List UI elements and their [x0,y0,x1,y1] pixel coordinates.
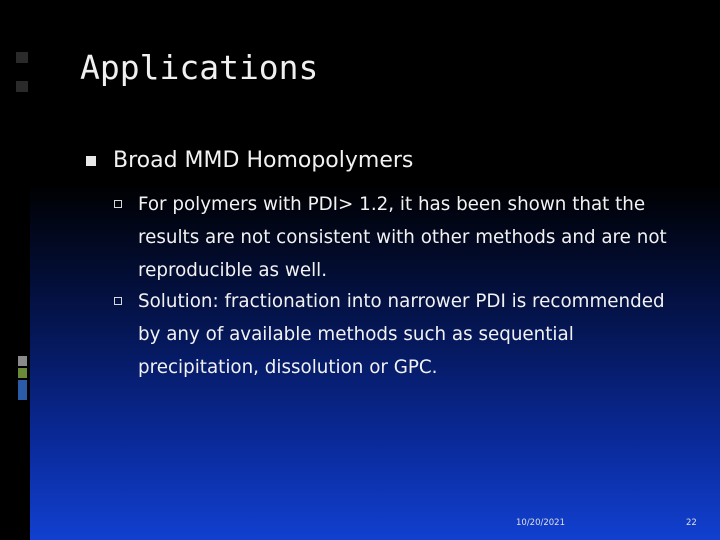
sub-bullet-text: For polymers with PDI> 1.2, it has been shown that the results are not consistent with other methods and are not reproducible as well. [138,194,667,281]
sub-bullet [114,188,684,288]
hollow-square-bullet-icon [114,297,122,305]
footer-date: 10/20/2021 [516,518,565,528]
sub-bullet [114,285,684,385]
footer-page-number: 22 [686,518,697,528]
square-bullet-icon [86,156,96,166]
side-stripe-gray [18,356,27,366]
side-stripe-blue [18,380,27,400]
hollow-square-bullet-icon [114,200,122,208]
sub-bullet-text: Solution: fractionation into narrower PDI is recommended by any of available methods such as sequential precipitation, dissolution or GPC. [138,291,665,378]
title-accent-mark-inner [16,63,28,81]
bullet-text: Broad MMD Homopolymers [113,148,414,173]
slide-title: Applications [80,48,319,87]
side-stripe-green [18,368,27,378]
